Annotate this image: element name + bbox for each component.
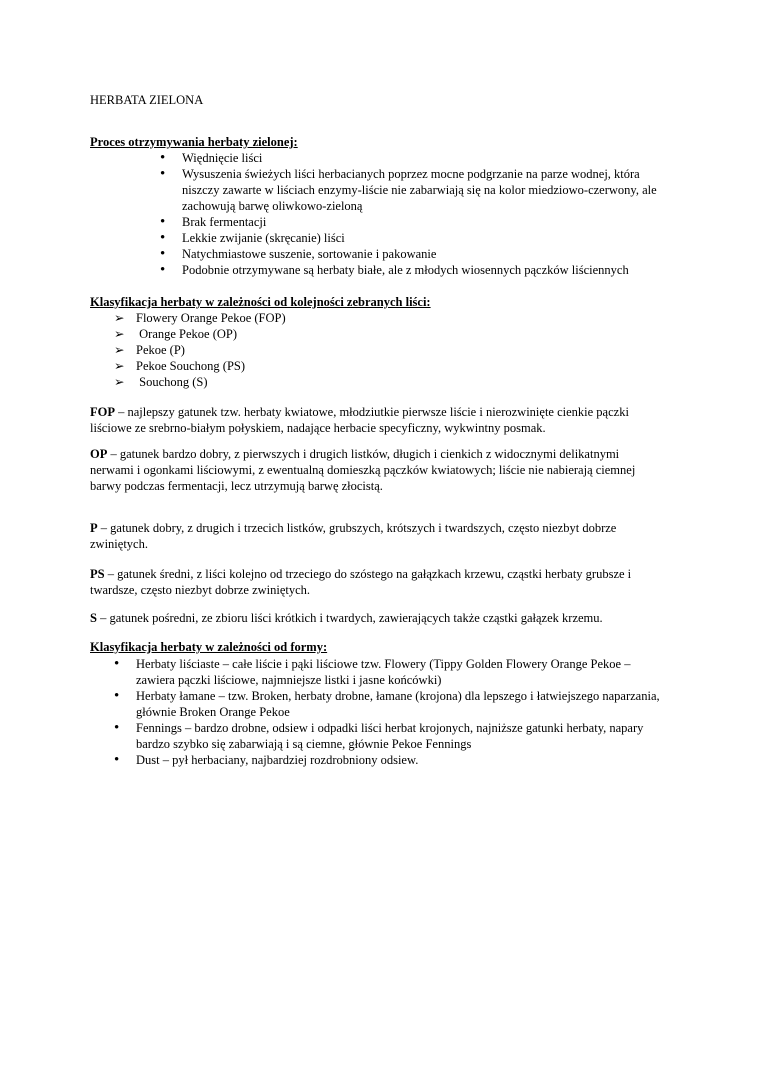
list-item: • Brak fermentacji [160, 214, 670, 230]
list-item: ➢ Flowery Orange Pekoe (FOP) [114, 311, 286, 325]
bullet-icon [160, 262, 182, 278]
bullet-icon [160, 230, 182, 246]
definition-op: OP – gatunek bardzo dobry, z pierwszych i drugich listków, długich i cienkich z widocznymi delikatnymi nerwami i ogonkami liściowymi, z ewentualną domieszką pączków kwiatowych; liście nie nabierają ciemnej barwy podczas fermentacji, lecz utrzymują barwę złocistą. [90, 447, 636, 493]
bullet-icon [160, 150, 182, 166]
bullet-icon [160, 166, 182, 182]
list-item: ➢ Pekoe Souchong (PS) [114, 359, 246, 373]
form-list [114, 656, 664, 768]
bullet-icon [160, 214, 182, 230]
definition-fop: FOP – najlepszy gatunek tzw. herbaty kwiatowe, młodziutkie pierwsze liście i nierozwinięte cienkie pączki liściowe ze srebrno-białym połyskiem, nadające herbacie specyficzny, wykwintny posmak. [90, 405, 629, 435]
bullet-icon [114, 656, 136, 672]
bullet-icon [160, 246, 182, 262]
definition-p: P – gatunek dobry, z drugich i trzecich listków, grubszych, krótszych i twardszych, często niezbyt dobrze zwiniętych. [90, 521, 617, 551]
bullet-icon [114, 720, 136, 736]
arrow-bullet-icon: ➢ [114, 343, 125, 357]
list-item: ➢ Pekoe (P) [114, 343, 185, 357]
list-item: • Wysuszenia świeżych liści herbacianych poprzez mocne podgrzanie na parze wodnej, która niszczy zawarte w liściach enzymy-liście nie zabarwiają się na kolor miedziowo-czerwony, ale zachowują barwę oliwkowo-zieloną [160, 166, 670, 214]
document-title: HERBATA ZIELONA [90, 93, 204, 107]
list-item: ➢ Souchong (S) [114, 375, 208, 389]
arrow-bullet-icon: ➢ [114, 327, 125, 341]
section-heading-form: Klasyfikacja herbaty w zależności od formy: [90, 640, 328, 654]
arrow-bullet-icon: ➢ [114, 375, 125, 389]
list-item: • Herbaty liściaste – całe liście i pąki liściowe tzw. Flowery (Tippy Golden Flowery Orange Pekoe – zawiera pączki liściowe, najmniejsze listki i jasne końcówki) [114, 656, 664, 688]
section-heading-harvest: Klasyfikacja herbaty w zależności od kolejności zebranych liści: [90, 295, 431, 309]
list-item: • Fennings – bardzo drobne, odsiew i odpadki liści herbat krojonych, najniższe gatunki herbaty, napary bardzo szybko się zabarwiają i są ciemne, głównie Pekoe Fennings [114, 720, 664, 752]
list-item: • Lekkie zwijanie (skręcanie) liści [160, 230, 670, 246]
grade-list [114, 310, 514, 390]
arrow-bullet-icon: ➢ [114, 359, 125, 373]
bullet-icon [114, 688, 136, 704]
list-item: • Podobnie otrzymywane są herbaty białe, ale z młodych wiosennych pączków liściennych [160, 262, 670, 278]
bullet-icon [114, 752, 136, 768]
section-heading-process: Proces otrzymywania herbaty zielonej: [90, 135, 298, 149]
list-item: • Natychmiastowe suszenie, sortowanie i pakowanie [160, 246, 670, 262]
list-item: • Więdnięcie liści [160, 150, 670, 166]
process-list [160, 150, 670, 278]
arrow-bullet-icon: ➢ [114, 311, 125, 325]
definition-ps: PS – gatunek średni, z liści kolejno od trzeciego do szóstego na gałązkach krzewu, cząstki herbaty grubsze i twardsze, często niezbyt dobrze zwiniętych. [90, 567, 632, 597]
list-item: • Herbaty łamane – tzw. Broken, herbaty drobne, łamane (krojona) dla lepszego i łatwiejszego naparzania, głównie Broken Orange Pekoe [114, 688, 664, 720]
definition-s: S – gatunek pośredni, ze zbioru liści krótkich i twardych, zawierających także cząstki gałązek krzemu. [90, 611, 603, 625]
list-item: • Dust – pył herbaciany, najbardziej rozdrobniony odsiew. [114, 752, 664, 768]
list-item: ➢ Orange Pekoe (OP) [114, 327, 238, 341]
